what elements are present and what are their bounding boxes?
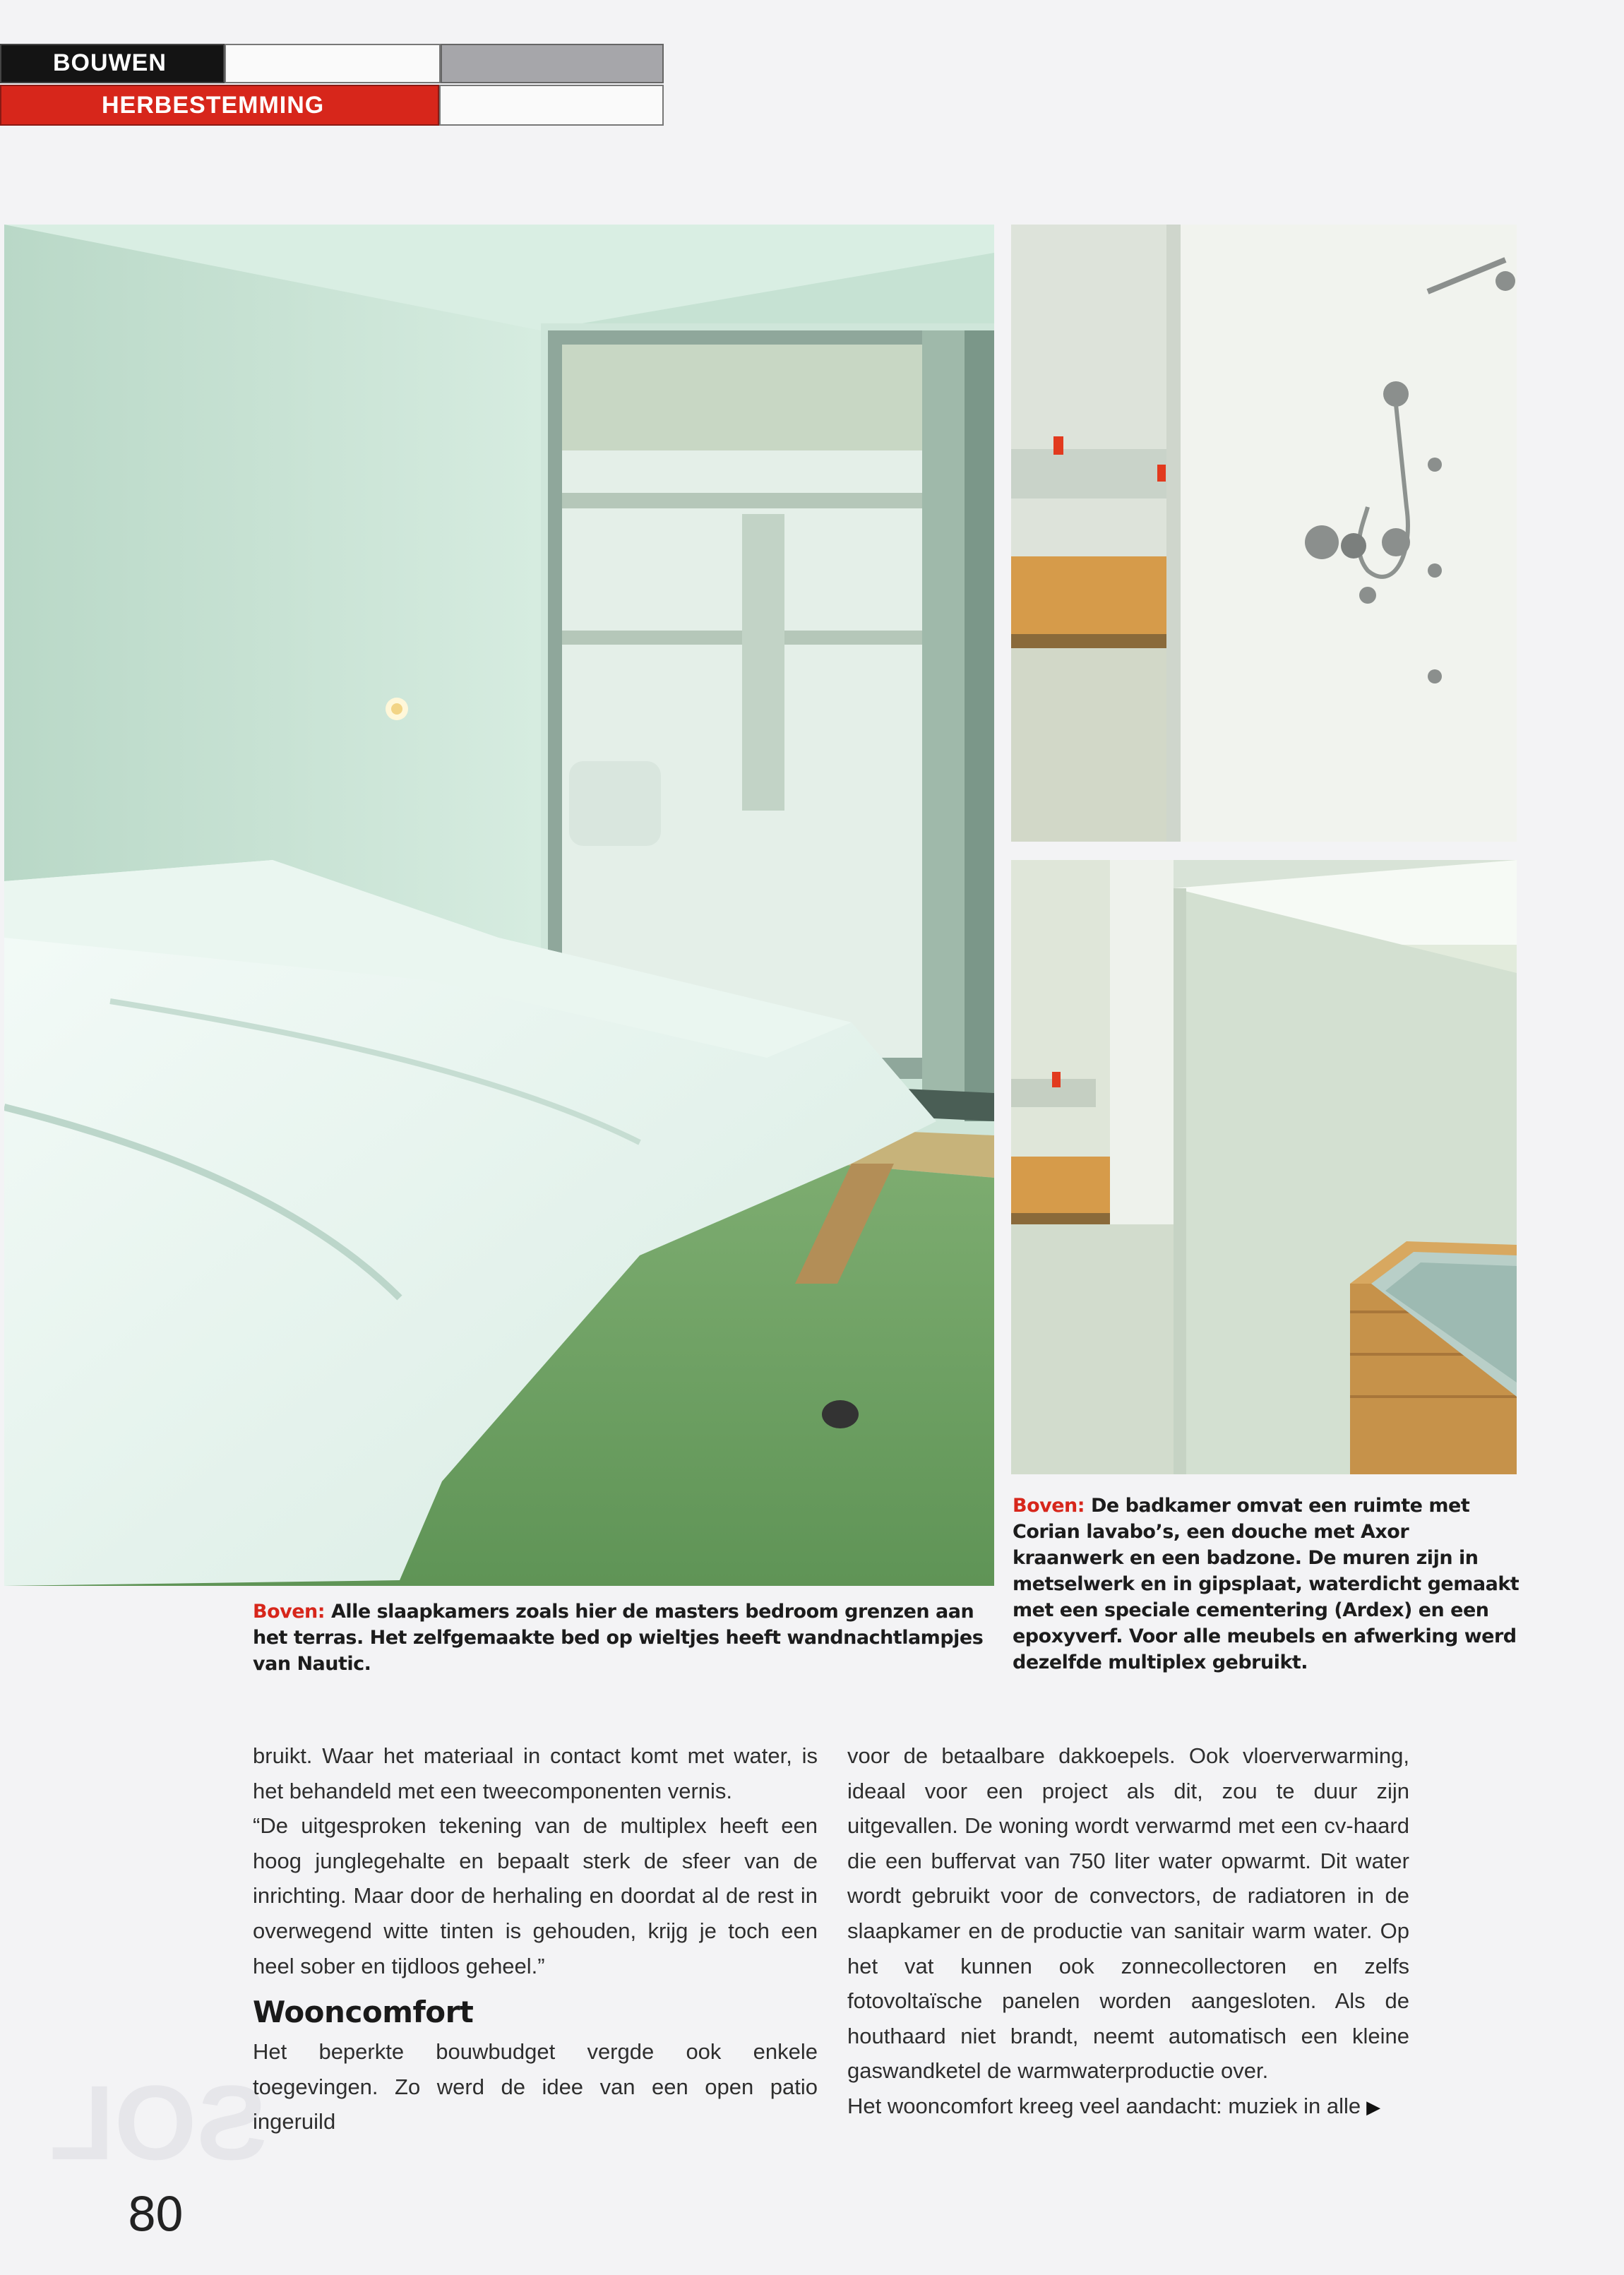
article-column-left (253, 1738, 818, 2139)
article-paragraph: voor de betaalbare dakkoepels. Ook vloerverwarming, ideaal voor een project als dit, zou te duur zijn uitgevallen. De woning wordt verwarmd met een cv-haard die een buffervat van 750 liter water opwarmt. Dit water wordt gebruikt voor de convectors, de radiatoren in de slaapkamer en de productie van sanitair warm water. Op het vat kunnen ook zonnecollectoren en zelfs fotovoltaïsche panelen worden aangesloten. Als de houthaard niet brandt, neemt automatisch een kleine gaswandketel de warmwaterproductie over. (847, 1743, 1409, 2084)
caption-text: De badkamer omvat een ruimte met Corian lavabo’s, een douche met Axor kraanwerk en een badzone. De muren zijn in metselwerk en in gipsplaat, waterdicht gemaakt met een speciale cementering (Ardex) en een epoxyverf. Voor alle meubels en afwerking werd dezelfde multiplex gebruikt. (1013, 1495, 1519, 1673)
article-paragraph: bruikt. Waar het materiaal in contact komt met water, is het behandeld met een tweecomponenten vernis. (253, 1743, 818, 1803)
continue-arrow-icon: ▶ (1366, 2096, 1381, 2118)
bathroom-photo (1011, 860, 1517, 1474)
article-paragraph (847, 2089, 1409, 2125)
article-paragraph-text: Het wooncomfort kreeg veel aandacht: muziek in alle (847, 2093, 1361, 2118)
caption-lead: Boven: (253, 1601, 326, 1623)
caption-lead: Boven: (1013, 1495, 1085, 1517)
article-paragraph: “De uitgesproken tekening van de multiplex heeft een hoog junglegehalte en bepaalt sterk de sfeer van de inrichting. Maar door de herhaling en doordat al de rest in overwegend witte tinten is gehouden, krijg je toch een heel sober en tijdloos geheel.” (253, 1813, 818, 1978)
section-heading: Wooncomfort (253, 1995, 474, 2030)
article-paragraph: Het beperkte bouwbudget vergde ook enkele toegevingen. Zo werd de idee van een open patio ingeruild (253, 2039, 818, 2134)
bedroom-caption (253, 1599, 994, 1677)
tag-blank-cell (225, 44, 441, 83)
bedroom-photo (4, 225, 994, 1586)
tag-gray-cell (441, 44, 664, 83)
bathroom-caption (1013, 1493, 1521, 1676)
shower-photo (1011, 225, 1517, 842)
category-label: BOUWEN (53, 49, 167, 76)
caption-text: Alle slaapkamers zoals hier de masters bedroom grenzen aan het terras. Het zelfgemaakte bed op wieltjes heeft wandnachtlampjes van Nautic. (253, 1601, 984, 1675)
tag-blank-cell (439, 85, 664, 126)
subcategory-label: HERBESTEMMING (102, 92, 325, 119)
page-number: 80 (127, 2187, 182, 2242)
show-through-text: SOL (49, 2063, 268, 2182)
article-column-right (847, 1738, 1409, 2125)
